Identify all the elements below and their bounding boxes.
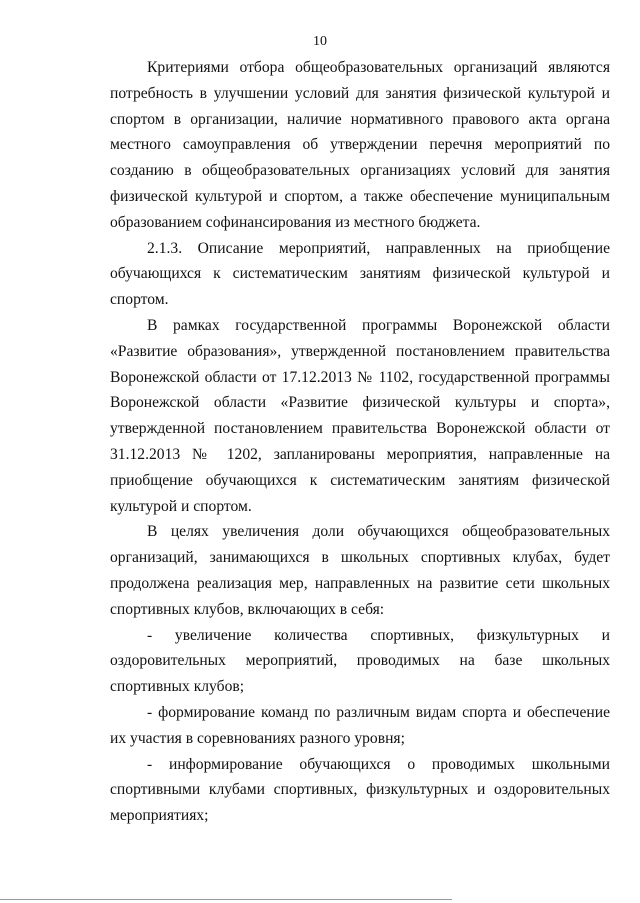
list-item: - формирование команд по различным видам спорта и обеспечение их участия в соревнованиях разного уровня; <box>110 703 610 747</box>
list-item: - увеличение количества спортивных, физкультурных и оздоровительных мероприятий, проводимых на базе школьных спортивных клубов; <box>110 626 610 696</box>
list-item: - информирование обучающихся о проводимых школьными спортивными клубами спортивных, физкультурных и оздоровительных мероприятиях; <box>110 755 610 825</box>
page-number: 10 <box>313 34 327 49</box>
document-body <box>110 55 610 829</box>
paragraph-school-clubs: В целях увеличения доли обучающихся общеобразовательных организаций, занимающихся в школьных спортивных клубах, будет продолжена реализация мер, направленных на развитие сети школьных спортивных клубов, включающих в себя: <box>110 523 610 618</box>
paragraph-selection-criteria: Критериями отбора общеобразовательных организаций являются потребность в улучшении условий для занятия физической культурой и спортом в организации, наличие нормативного правового акта органа местного самоуправления об утверждении перечня мероприятий по созданию в общеобразовательных организациях условий для занятия физической культурой и спортом, а также обеспечение муниципальным образованием софинансирования из местного бюджета. <box>110 59 610 231</box>
paragraph-state-programs: В рамках государственной программы Воронежской области «Развитие образования», утвержденной постановлением правительства Воронежской области от 17.12.2013 № 1102, государственной программы Воронежской области «Развитие физической культуры и спорта», утвержденной постановлением правительства Воронежской области от 31.12.2013 № 1202, запланированы мероприятия, направленные на приобщение обучающихся к систематическим занятиям физической культурой и спортом. <box>110 316 610 515</box>
paragraph-section-heading: 2.1.3. Описание мероприятий, направленных на приобщение обучающихся к систематическим занятиям физической культурой и спортом. <box>110 239 610 309</box>
bottom-divider <box>0 899 452 900</box>
